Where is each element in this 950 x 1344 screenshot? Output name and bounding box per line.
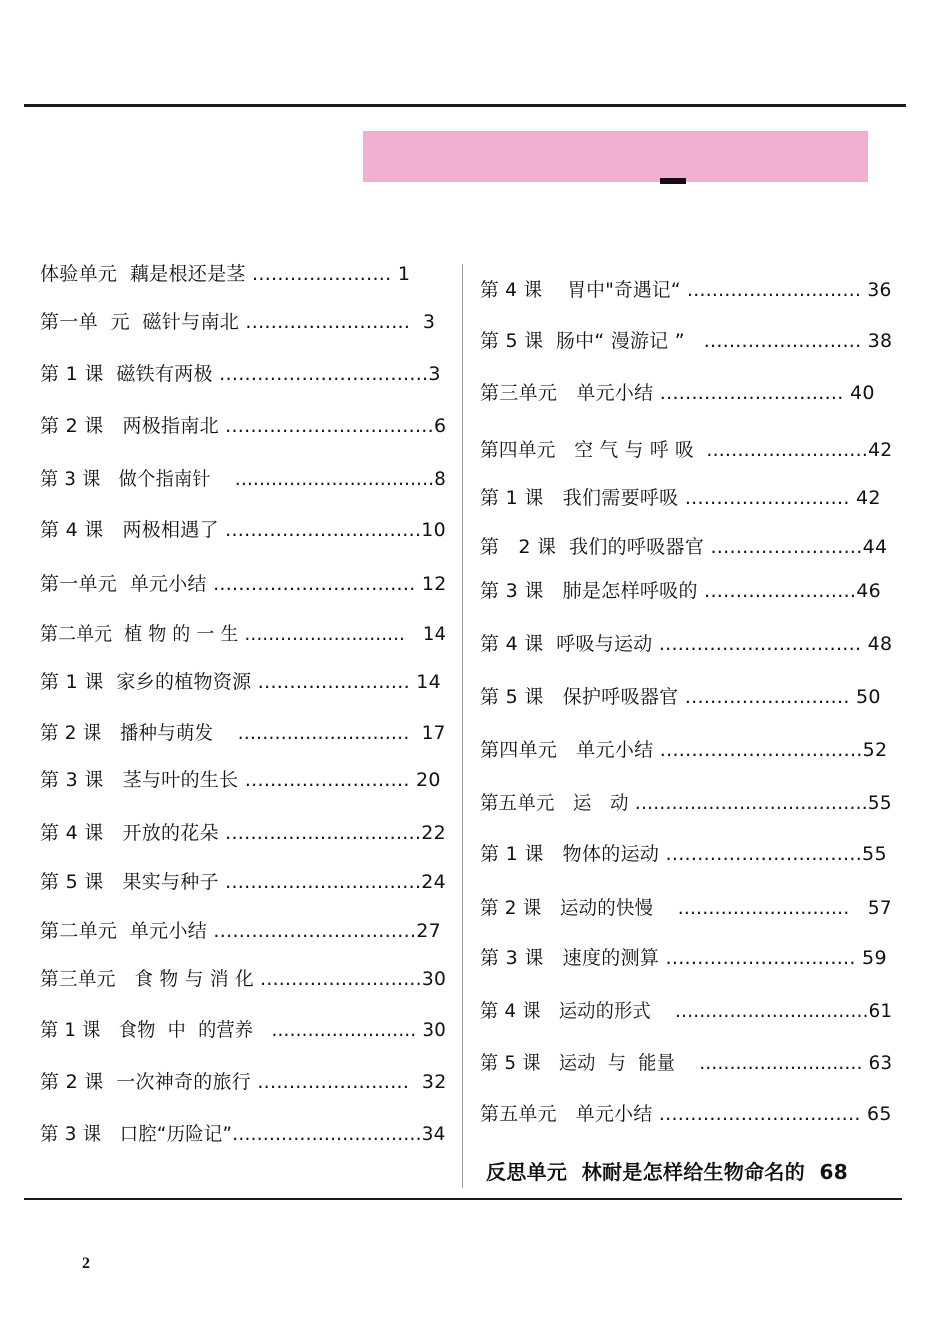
toc-entry[interactable]: 第三单元 食 物 与 消 化 ..........................30 — [40, 968, 447, 990]
toc-entry[interactable]: 第 4 课 开放的花朵 ...............................22 — [40, 822, 447, 844]
top-rule — [24, 104, 906, 107]
toc-entry[interactable]: 第 3 课 肺是怎样呼吸的 ........................46 — [480, 580, 882, 602]
toc-entry[interactable]: 第 3 课 速度的测算 .............................. 59 — [480, 947, 887, 969]
toc-entry[interactable]: 第 2 课 两极指南北 .................................6 — [40, 415, 447, 437]
toc-entry[interactable]: 第五单元 运 动 ......................................55 — [480, 792, 892, 814]
toc-entry[interactable]: 第 4 课 两极相遇了 ...............................10 — [40, 519, 447, 541]
title-banner — [363, 131, 868, 182]
toc-entry[interactable]: 第 2 课 播种与萌发 ............................ 17 — [40, 722, 446, 744]
toc-entry[interactable]: 第 4 课 呼吸与运动 ................................ 48 — [480, 633, 893, 655]
toc-entry[interactable]: 第四单元 单元小结 ................................52 — [480, 739, 888, 761]
toc-entry[interactable]: 第 1 课 食物 中 的营养 ........................ 30 — [40, 1019, 447, 1041]
banner-mark — [660, 178, 686, 184]
toc-entry[interactable]: 第 1 课 家乡的植物资源 ........................ 14 — [40, 671, 442, 693]
toc-entry[interactable]: 第 4 课 胃中"奇遇记“ ............................ 36 — [480, 279, 892, 301]
toc-entry[interactable]: 第 3 课 茎与叶的生长 .......................... 20 — [40, 769, 441, 791]
toc-entry[interactable]: 第 5 课 果实与种子 ...............................24 — [40, 871, 447, 893]
toc-entry[interactable]: 第四单元 空 气 与 呼 吸 ..........................42 — [480, 439, 893, 461]
column-divider — [462, 264, 463, 1188]
toc-entry[interactable]: 第 1 课 我们需要呼吸 .......................... 42 — [480, 487, 881, 509]
toc-entry[interactable]: 第二单元 单元小结 ................................27 — [40, 920, 442, 942]
toc-entry[interactable]: 第一单 元 磁针与南北 .......................... 3 — [40, 311, 436, 333]
toc-entry[interactable]: 第二单元 植 物 的 一 生 ........................... 14 — [40, 623, 447, 645]
toc-entry[interactable]: 第 5 课 运动 与 能量 ........................... 63 — [480, 1052, 893, 1074]
toc-entry[interactable]: 第 3 课 口腔“历险记”...............................34 — [40, 1123, 446, 1145]
toc-entry[interactable]: 第三单元 单元小结 ............................. 40 — [480, 382, 875, 404]
toc-entry[interactable]: 第 2 课 运动的快慢 ............................ 57 — [480, 897, 892, 919]
toc-entry[interactable]: 体验单元 藕是根还是茎 ...................... 1 — [40, 263, 411, 285]
page-number: 2 — [82, 1255, 90, 1272]
toc-entry[interactable]: 第 3 课 做个指南针 .................................8 — [40, 468, 447, 490]
toc-entry[interactable]: 第 1 课 物体的运动 ...............................55 — [480, 843, 887, 865]
bottom-rule — [24, 1198, 902, 1200]
toc-entry[interactable]: 第 2 课 一次神奇的旅行 ........................ 32 — [40, 1071, 447, 1093]
toc-entry[interactable]: 第五单元 单元小结 ................................ 65 — [480, 1103, 892, 1125]
toc-entry[interactable]: 第 2 课 我们的呼吸器官 ........................44 — [480, 536, 888, 558]
toc-entry-final[interactable]: 反思单元 林耐是怎样给生物命名的 68 — [486, 1160, 848, 1184]
toc-entry[interactable]: 第 1 课 磁铁有两极 .................................3 — [40, 363, 441, 385]
toc-entry[interactable]: 第 5 课 肠中“ 漫游记 ” ......................... 38 — [480, 330, 893, 352]
toc-entry[interactable]: 第 4 课 运动的形式 ................................61 — [480, 1000, 893, 1022]
toc-entry[interactable]: 第一单元 单元小结 ................................ 12 — [40, 573, 447, 595]
toc-entry[interactable]: 第 5 课 保护呼吸器官 .......................... 50 — [480, 686, 881, 708]
